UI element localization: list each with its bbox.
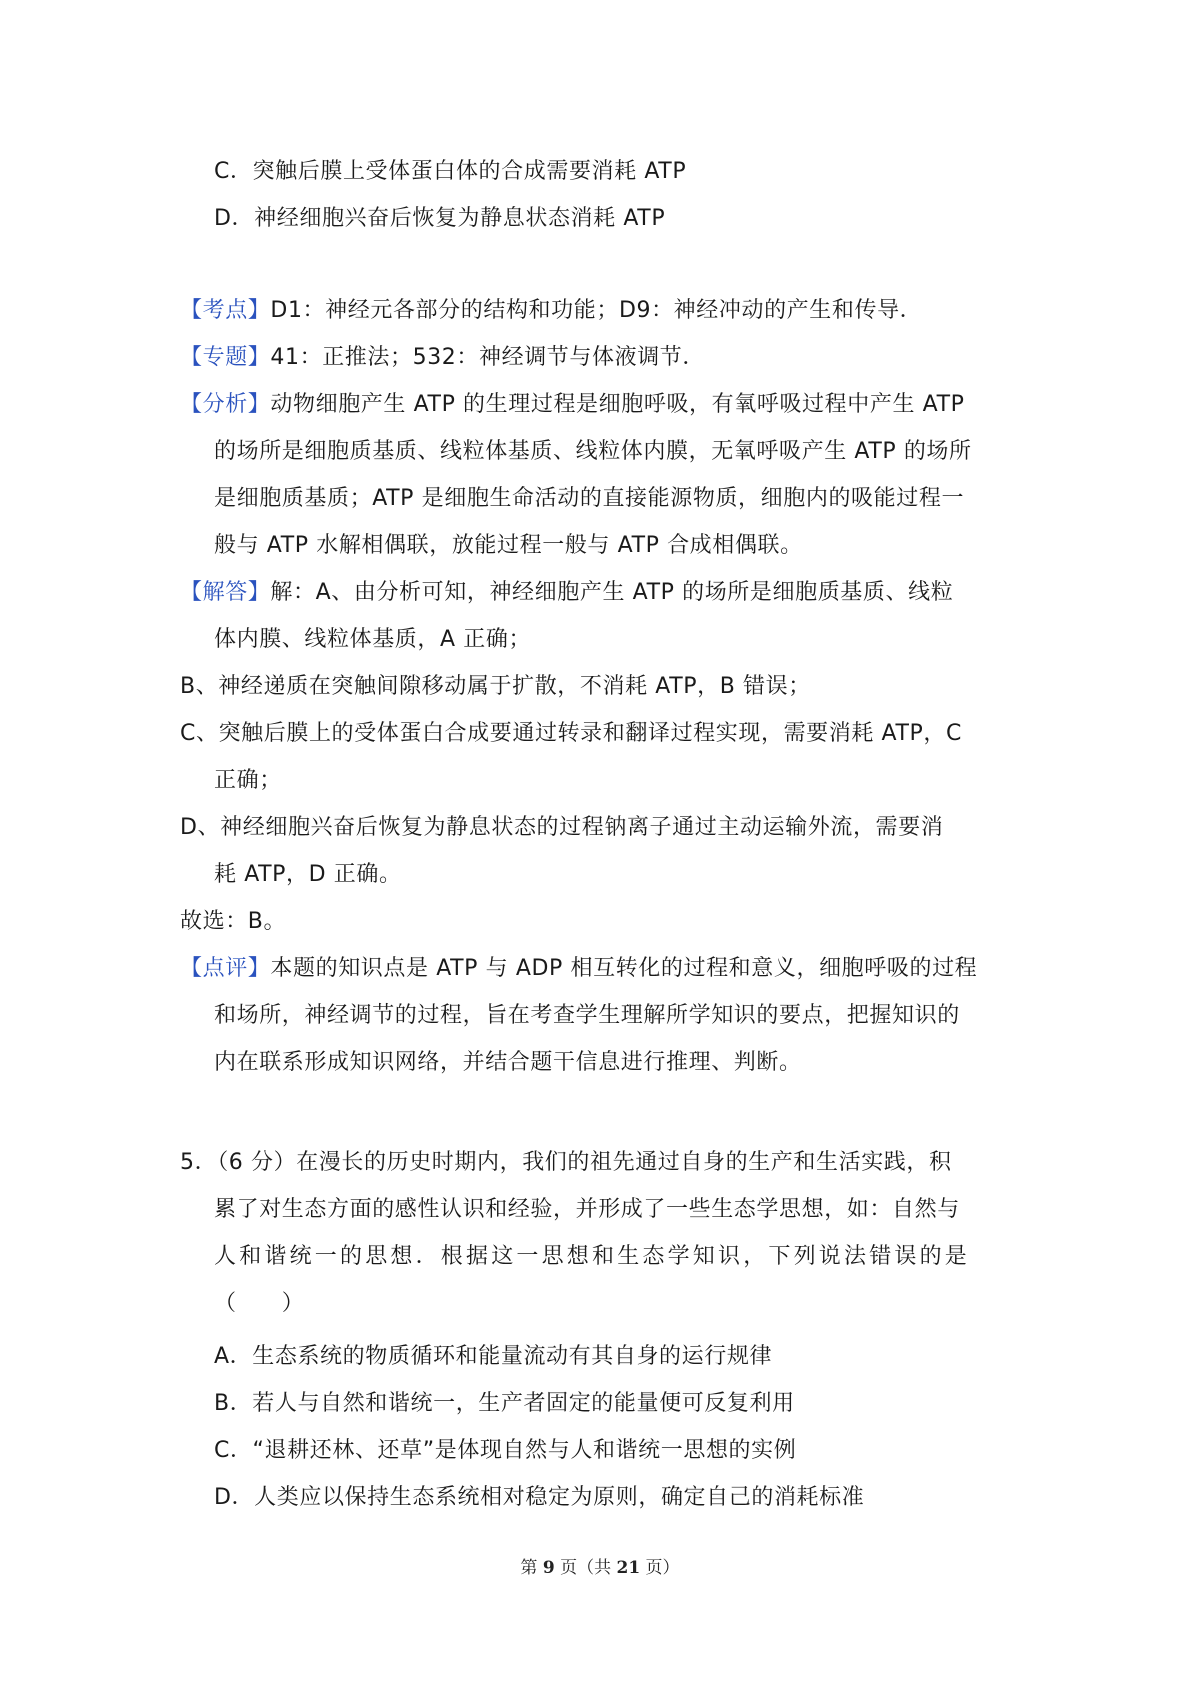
answer-d-line-2: 耗 ATP，D 正确。 <box>214 862 402 887</box>
dianping-line-1 <box>180 954 977 984</box>
zhuanti-tag: 【专题】 <box>180 345 271 370</box>
question-5-option-b: B．若人与自然和谐统一，生产者固定的能量便可反复利用 <box>214 1391 795 1416</box>
jieda-tag: 【解答】 <box>180 580 271 605</box>
fenxi-line-1 <box>180 390 964 420</box>
fenxi-text-1: 动物细胞产生 ATP 的生理过程是细胞呼吸，有氧呼吸过程中产生 ATP <box>270 392 965 417</box>
footer-middle: 页（共 <box>554 1558 617 1578</box>
option-c-previous: C．突触后膜上受体蛋白体的合成需要消耗 ATP <box>214 159 687 184</box>
jieda-text-1: 解：A、由分析可知，神经细胞产生 ATP 的场所是细胞质基质、线粒 <box>270 580 954 605</box>
dianping-tag: 【点评】 <box>180 956 271 981</box>
dianping-line-2: 和场所，神经调节的过程，旨在考查学生理解所学知识的要点，把握知识的 <box>214 1003 960 1028</box>
option-d-previous: D．神经细胞兴奋后恢复为静息状态消耗 ATP <box>214 206 666 231</box>
dianping-text-1: 本题的知识点是 ATP 与 ADP 相互转化的过程和意义，细胞呼吸的过程 <box>270 956 978 981</box>
kaodian-text: D1：神经元各部分的结构和功能；D9：神经冲动的产生和传导． <box>270 298 923 323</box>
footer-suffix: 页） <box>640 1558 680 1578</box>
answer-d-line-1: D、神经细胞兴奋后恢复为静息状态的过程钠离子通过主动运输外流，需要消 <box>180 815 944 840</box>
question-5-option-a: A．生态系统的物质循环和能量流动有其自身的运行规律 <box>214 1344 773 1369</box>
zhuanti-text: 41：正推法；532：神经调节与体液调节． <box>270 345 705 370</box>
answer-choice: 故选：B。 <box>180 909 287 934</box>
question-5-blank: （ ） <box>214 1291 305 1316</box>
kaodian-line <box>180 296 922 326</box>
question-5-line-2: 累了对生态方面的感性认识和经验，并形成了一些生态学思想，如：自然与 <box>214 1197 960 1222</box>
footer-prefix: 第 <box>520 1558 543 1578</box>
answer-c-line-1: C、突触后膜上的受体蛋白合成要通过转录和翻译过程实现，需要消耗 ATP，C <box>180 721 962 746</box>
answer-c-line-2: 正确； <box>214 768 282 793</box>
question-5-option-c: C．“退耕还林、还草”是体现自然与人和谐统一思想的实例 <box>214 1438 797 1463</box>
fenxi-line-3: 是细胞质基质；ATP 是细胞生命活动的直接能源物质，细胞内的吸能过程一 <box>214 486 965 511</box>
question-5-option-d: D．人类应以保持生态系统相对稳定为原则，确定自己的消耗标准 <box>214 1485 865 1510</box>
answer-b-line: B、神经递质在突触间隙移动属于扩散，不消耗 ATP，B 错误； <box>180 674 811 699</box>
page-footer <box>0 1553 1200 1578</box>
footer-total-pages: 21 <box>616 1558 641 1578</box>
fenxi-line-2: 的场所是细胞质基质、线粒体基质、线粒体内膜，无氧呼吸产生 ATP 的场所 <box>214 439 972 464</box>
fenxi-line-4: 般与 ATP 水解相偶联，放能过程一般与 ATP 合成相偶联。 <box>214 533 803 558</box>
dianping-line-3: 内在联系形成知识网络，并结合题干信息进行推理、判断。 <box>214 1050 802 1075</box>
fenxi-tag: 【分析】 <box>180 392 271 417</box>
jieda-line-1 <box>180 578 953 608</box>
zhuanti-line <box>180 343 705 373</box>
jieda-line-2: 体内膜、线粒体基质，A 正确； <box>214 627 532 652</box>
footer-page-number: 9 <box>542 1558 555 1578</box>
question-5-line-3: 人和谐统一的思想．根据这一思想和生态学知识，下列说法错误的是 <box>214 1244 971 1269</box>
kaodian-tag: 【考点】 <box>180 298 271 323</box>
question-5-line-1: 5．（6 分）在漫长的历史时期内，我们的祖先通过自身的生产和生活实践，积 <box>180 1150 952 1175</box>
